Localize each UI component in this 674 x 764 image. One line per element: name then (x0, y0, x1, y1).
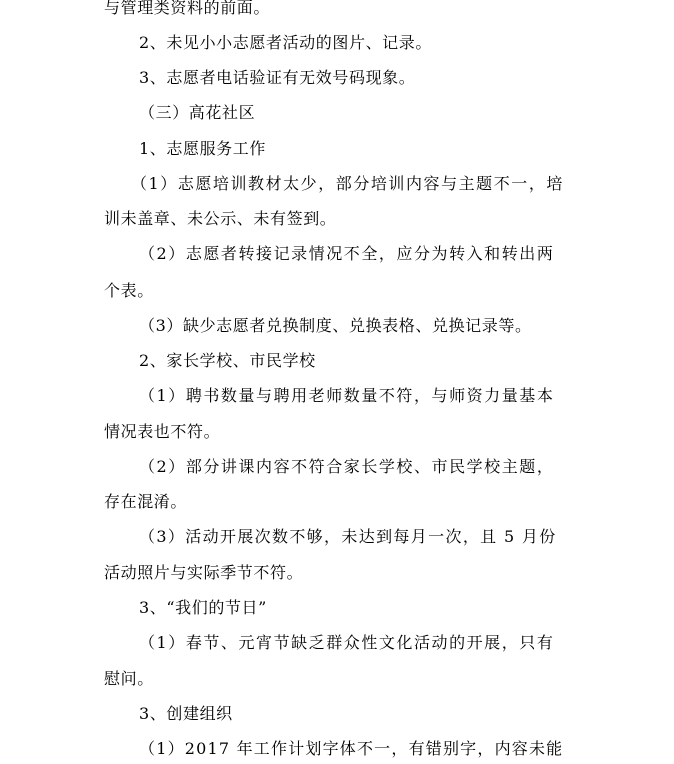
paragraph-line-6a: （3）活动开展次数不够，未达到每月一次，且 5 月份 (139, 527, 557, 546)
paragraph-line-5a: （2）部分讲课内容不符合家长学校、市民学校主题， (139, 457, 555, 476)
paragraph-line-4a: （1）聘书数量与聘用老师数量不符，与师资力量基本 (139, 386, 555, 405)
paragraph-line-5b: 存在混淆。 (104, 492, 188, 511)
paragraph-line-1b: 训未盖章、未公示、未有签到。 (104, 209, 337, 228)
paragraph-line-6b: 活动照片与实际季节不符。 (104, 563, 304, 582)
subsection-heading-parent-school: 2、家长学校、市民学校 (139, 351, 316, 370)
subsection-heading-our-festivals: 3、“我们的节日” (139, 598, 267, 617)
text-line-item-2: 2、未见小小志愿者活动的图片、记录。 (139, 33, 432, 52)
subsection-heading-volunteer-service: 1、志愿服务工作 (139, 139, 266, 158)
text-line-item-3: 3、志愿者电话验证有无效号码现象。 (139, 68, 416, 87)
paragraph-line-2a: （2）志愿者转接记录情况不全，应分为转入和转出两 (139, 244, 555, 263)
paragraph-line-7b: 慰问。 (104, 669, 154, 688)
paragraph-line-1a: （1）志愿培训教材太少，部分培训内容与主题不一，培 (131, 174, 564, 193)
section-heading-gaohua-community: （三）高花社区 (139, 103, 256, 122)
paragraph-line-3: （3）缺少志愿者兑换制度、兑换表格、兑换记录等。 (139, 316, 532, 335)
paragraph-line-2b: 个表。 (104, 281, 154, 300)
paragraph-line-4b: 情况表也不符。 (104, 422, 221, 441)
paragraph-line-8a: （1）2017 年工作计划字体不一，有错别字，内容未能 (139, 739, 564, 758)
subsection-heading-create-organization: 3、创建组织 (139, 704, 233, 723)
paragraph-line-7a: （1）春节、元宵节缺乏群众性文化活动的开展，只有 (139, 633, 555, 652)
text-line-continuation: 与管理类资料的前面。 (104, 0, 271, 17)
